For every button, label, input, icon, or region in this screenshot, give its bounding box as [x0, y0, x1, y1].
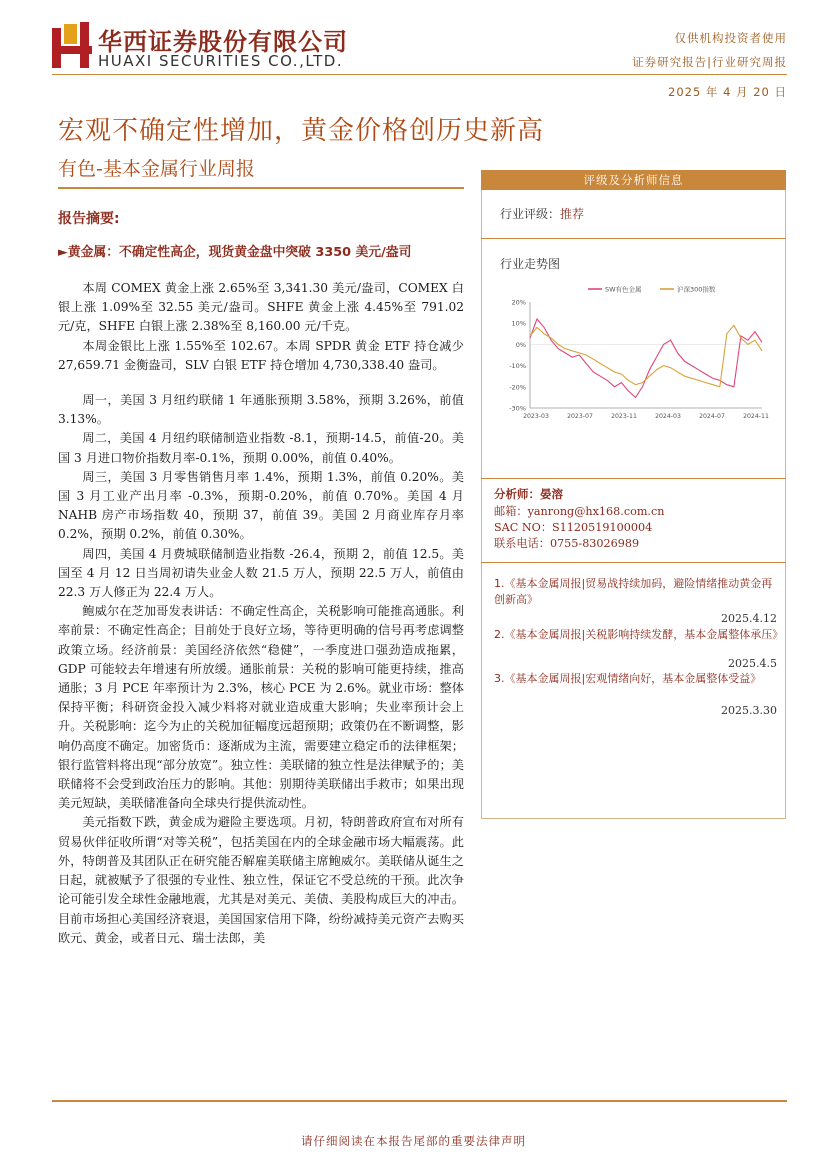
x-tick-label: 2023-03: [523, 413, 549, 420]
header-divider: [52, 74, 787, 75]
x-tick-label: 2023-11: [611, 413, 637, 420]
industry-trend-chart: [500, 280, 770, 422]
paragraph: 周一，美国 3 月纽约联储 1 年通胀预期 3.58%，预期 3.26%，前值 3.13%。: [58, 393, 464, 427]
paragraph: 美元指数下跌，黄金成为避险主要选项。月初，特朗普政府宣布对所有贸易伙伴征收所谓“对等关税”，包括美国在内的全球金融市场大幅震荡。此外，特朗普及其团队正在研究能否解雇美联储主席鲍威尔。美联储从诞生之日起，就被赋予了很强的专业性、独立性，保证它不受总统的干预。此次争论可能引发全球性金融地震，尤其是对美元、美债、美股构成巨大的冲击。目前市场担心美国经济衰退，美国国家信用下降，纷纷减持美元资产去购买欧元、黄金，或者日元、瑞士法郎，美: [58, 815, 464, 945]
paragraph: 本周金银比上涨 1.55%至 102.67。本周 SPDR 黄金 ETF 持仓减少 27,659.71 金衡盎司，SLV 白银 ETF 持仓增加 4,730,338.40 盎司。: [58, 338, 464, 372]
paragraph: 周三，美国 3 月零售销售月率 1.4%，预期 1.3%，前值 0.20%。美国 3 月工业产出月率 -0.3%，预期-0.20%，前值 0.70%。美国 4 月 NAHB 房产市场指数 40，预期 37，前值 39。美国 2 月商业库存月率 0.2%，预期 0.2%，前值 0.30%。: [58, 469, 464, 542]
analyst-email[interactable]: 邮箱：yanrong@hx168.com.cn: [494, 505, 665, 518]
y-tick-label: 20%: [511, 298, 526, 307]
footer-divider: [52, 1100, 787, 1102]
company-name-cn: 华西证券股份有限公司: [98, 28, 348, 56]
x-tick-label: 2023-07: [567, 413, 593, 420]
paragraph: 周四，美国 4 月费城联储制造业指数 -26.4，预期 2，前值 12.5。美国至 4 月 12 日当周初请失业金人数 21.5 万人，预期 22.5 万人，前值由 22.3 万人修正为 22.4 万人。: [58, 546, 464, 600]
sidebar-title: 评级及分析师信息: [481, 170, 786, 190]
subtitle-divider: [58, 187, 464, 189]
trend-chart-label: 行业走势图: [500, 257, 561, 271]
legend-label: SW有色金属: [605, 285, 642, 294]
company-name-en: HUAXI SECURITIES CO.,LTD.: [98, 52, 344, 70]
y-tick-label: 10%: [511, 319, 526, 328]
related-report-link[interactable]: 2.《基本金属周报|关税影响持续发酵，基本金属整体承压》: [494, 628, 784, 641]
rating-value: 推荐: [560, 207, 585, 221]
rating-label: 行业评级：: [500, 207, 561, 221]
summary-heading: 报告摘要:: [58, 211, 120, 227]
analyst-sac: SAC NO：S1120519100004: [494, 521, 653, 534]
paragraph: 鲍威尔在芝加哥发表讲话：不确定性高企，关税影响可能推高通胀。利率前景：不确定性高企；目前处于良好立场，等待更明确的信号再考虑调整政策立场。经济前景：美国经济依然“稳健”，一季度进口强劲造成拖累，GDP 可能较去年增速有所放缓。通胀前景：关税的影响可能更持续，推高通胀；3 月 PCE 年率预计为 2.3%，核心 PCE 为 2.6%。就业市场：整体保持平衡；科研资金投入减少料将对就业造成重大影响；失业率预计会上升。关税影响：迄今为止的关税加征幅度远超预期；政策仍在不断调整，影响仍高度不确定。加密货币：逐渐成为主流，需要建立稳定币的法律框架；银行监管料将出现“部分放宽”。独立性：美联储的独立性是法律赋予的；美联储将不会受到政治压力的影响。其他：别期待美联储出手救市；如果出现美元短缺，美联储准备向全球央行提供流动性。: [58, 604, 464, 811]
analyst-name: 分析师：晏溶: [494, 487, 563, 501]
related-report-link[interactable]: 3.《基本金属周报|宏观情绪向好，基本金属整体受益》: [494, 672, 762, 685]
page-title: 宏观不确定性增加，黄金价格创历史新高: [58, 116, 545, 146]
report-type: 证券研究报告|行业研究周报: [632, 55, 787, 69]
audience-note: 仅供机构投资者使用: [674, 31, 787, 45]
sidebar-divider: [481, 238, 786, 239]
y-tick-label: -10%: [509, 362, 526, 371]
legend-label: 沪深300指数: [677, 285, 716, 294]
industry-rating: [500, 205, 584, 222]
sidebar-divider: [481, 562, 786, 563]
gold-section-heading: ►黄金属：不确定性高企，现货黄金盘中突破 3350 美元/盎司: [58, 245, 412, 260]
legal-notice[interactable]: 请仔细阅读在本报告尾部的重要法律声明: [301, 1134, 526, 1148]
analyst-phone: 联系电话：0755-83026989: [494, 537, 640, 550]
paragraph: 周二，美国 4 月纽约联储制造业指数 -8.1，预期-14.5，前值-20。美国 3 月进口物价指数月率-0.1%，预期 0.00%，前值 0.40%。: [58, 431, 464, 465]
x-tick-label: 2024-11: [743, 413, 769, 420]
related-report-date: 2025.4.5: [728, 657, 777, 670]
body-text: [58, 279, 464, 948]
sidebar-divider: [481, 478, 786, 479]
related-report-date: 2025.4.12: [721, 612, 777, 625]
x-tick-label: 2024-07: [699, 413, 725, 420]
y-tick-label: 0%: [515, 340, 526, 349]
page-subtitle: 有色-基本金属行业周报: [58, 158, 255, 180]
y-tick-label: -30%: [509, 404, 526, 413]
huaxi-logo-icon: [52, 22, 92, 68]
related-report-link[interactable]: 1.《基本金属周报|贸易战持续加码，避险情绪推动黄金再创新高》: [494, 577, 773, 606]
paragraph: 本周 COMEX 黄金上涨 2.65%至 3,341.30 美元/盎司，COMEX 白银上涨 1.09%至 32.55 美元/盎司。SHFE 黄金上涨 4.45%至 791.02 元/克，SHFE 白银上涨 2.38%至 8,160.00 元/千克。: [58, 281, 464, 334]
related-report-date: 2025.3.30: [721, 704, 777, 717]
x-tick-label: 2024-03: [655, 413, 681, 420]
series-line: [530, 319, 762, 397]
report-date: 2025 年 4 月 20 日: [668, 85, 787, 99]
y-tick-label: -20%: [509, 383, 526, 392]
